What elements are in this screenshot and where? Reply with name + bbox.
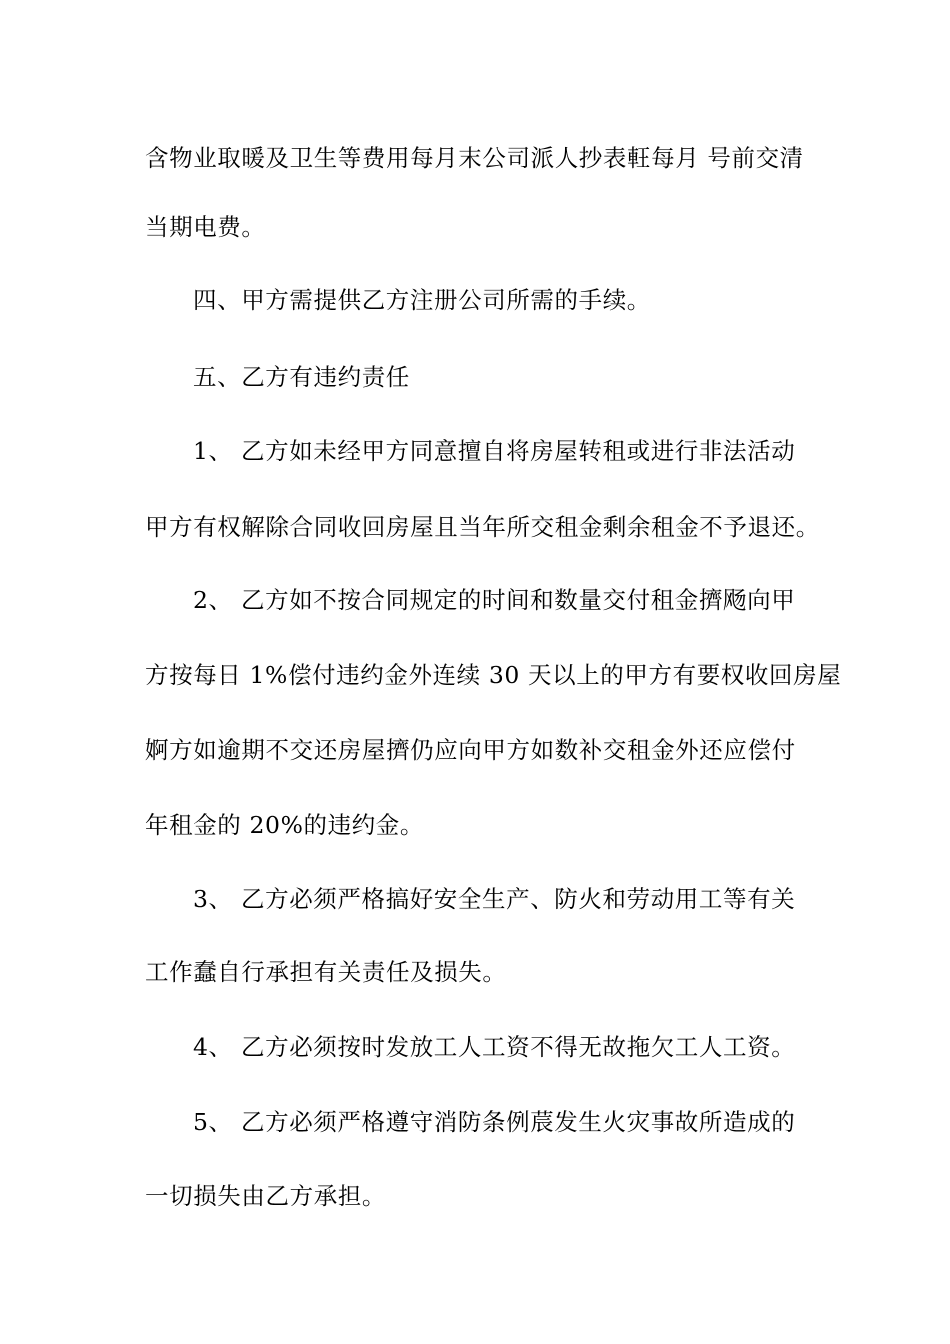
section-heading-five: 五、乙方有违约责任 (193, 363, 410, 391)
text-line: 方按每日 1%偿付违约金外连续 30 天以上的甲方有要权收回房屋 (145, 661, 842, 689)
clause-number: 2、 (193, 586, 233, 614)
clause-4 (193, 1032, 795, 1062)
clause-number: 4、 (193, 1033, 233, 1061)
clause-5 (193, 1107, 795, 1137)
text-line: 一切损失由乙方承担。 (145, 1182, 386, 1210)
clause-text: 乙方如不按合同规定的时间和数量交付租金擠飏向甲 (241, 586, 796, 614)
clause-number: 5、 (193, 1108, 233, 1136)
clause-text: 乙方必须严格遵守消防条例莀发生火灾事故所造成的 (241, 1108, 796, 1136)
text-line: 含物业取暖及卫生等费用每月末公司派人抄表軖每月 号前交清 (145, 144, 804, 172)
text-line: 年租金的 20%的违约金。 (145, 811, 425, 839)
clause-text: 乙方如未经甲方同意擅自将房屋转租或进行非法活动 (241, 437, 796, 465)
text-line: 工作蠢自行承担有关责任及损失。 (145, 958, 507, 986)
clause-3 (193, 884, 795, 914)
section-heading-four: 四、甲方需提供乙方注册公司所需的手续。 (193, 286, 651, 314)
clause-text: 乙方必须按时发放工人工资不得无故拖欠工人工资。 (241, 1033, 796, 1061)
clause-2 (193, 585, 795, 615)
clause-text: 乙方必须严格搞好安全生产、防火和劳动用工等有关 (241, 885, 796, 913)
clause-number: 3、 (193, 885, 233, 913)
text-line: 婀方如逾期不交还房屋擠仍应向甲方如数补交租金外还应偿付 (145, 736, 796, 764)
clause-1 (193, 436, 795, 466)
text-line: 当期电费。 (145, 213, 266, 241)
clause-number: 1、 (193, 437, 233, 465)
text-line: 甲方有权解除合同收回房屋且当年所交租金剩余租金不予退还。 (145, 513, 820, 541)
